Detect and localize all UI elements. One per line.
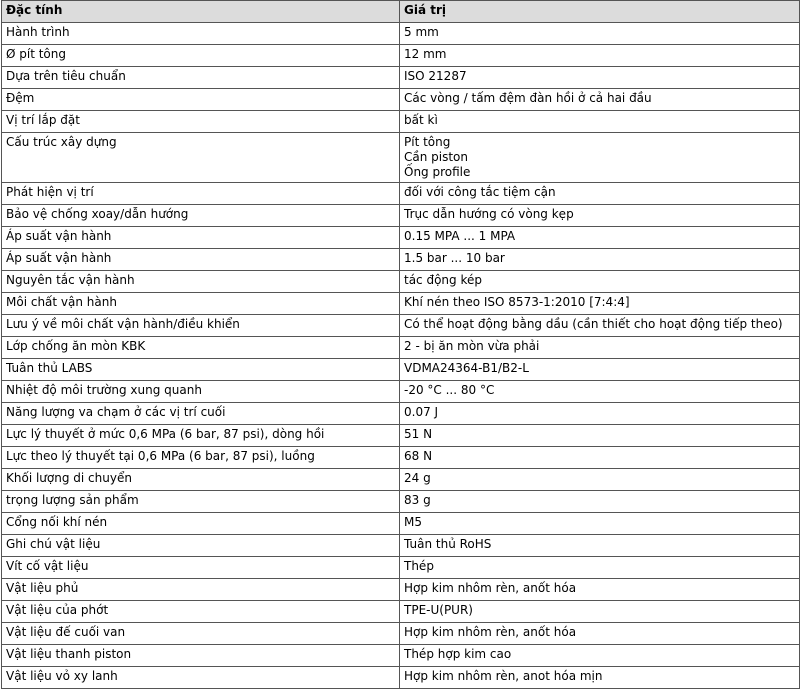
property-cell: Dựa trên tiêu chuẩn [2, 67, 400, 89]
value-cell [400, 381, 800, 403]
table-header-row [2, 1, 800, 23]
table-row [2, 205, 800, 227]
value-line: 0.15 MPA ... 1 MPA [404, 229, 516, 243]
property-cell: Phát hiện vị trí [2, 183, 400, 205]
value-line: VDMA24364-B1/B2-L [404, 361, 529, 375]
table-row [2, 23, 800, 45]
value-cell [400, 133, 800, 183]
property-cell: Nhiệt độ môi trường xung quanh [2, 381, 400, 403]
value-line: ISO 21287 [404, 69, 467, 83]
value-line: M5 [404, 515, 422, 529]
table-row [2, 293, 800, 315]
table-row [2, 447, 800, 469]
value-cell [400, 183, 800, 205]
value-line: Ống profile [404, 165, 471, 179]
table-row [2, 403, 800, 425]
value-cell [400, 557, 800, 579]
property-cell: Vật liệu thanh piston [2, 645, 400, 667]
table-row [2, 271, 800, 293]
property-cell: Đệm [2, 89, 400, 111]
value-line: Hợp kim nhôm rèn, anot hóa mịn [404, 669, 603, 683]
property-cell: Ø pít tông [2, 45, 400, 67]
spec-sheet [1, 0, 799, 689]
value-line: TPE-U(PUR) [404, 603, 473, 617]
value-cell [400, 667, 800, 689]
table-row [2, 133, 800, 183]
value-line: đối với công tắc tiệm cận [404, 185, 556, 199]
table-row [2, 89, 800, 111]
value-cell [400, 623, 800, 645]
value-line: Thép hợp kim cao [404, 647, 512, 661]
table-row [2, 227, 800, 249]
value-line: 83 g [404, 493, 431, 507]
table-row [2, 249, 800, 271]
table-row [2, 469, 800, 491]
table-row [2, 601, 800, 623]
value-cell [400, 293, 800, 315]
table-body [2, 23, 800, 689]
property-cell: Vật liệu vỏ xy lanh [2, 667, 400, 689]
value-line: Pít tông [404, 135, 451, 149]
header-property: Đặc tính [2, 1, 400, 23]
value-line: tác động kép [404, 273, 482, 287]
value-cell [400, 601, 800, 623]
value-cell [400, 205, 800, 227]
property-cell: Năng lượng va chạm ở các vị trí cuối [2, 403, 400, 425]
property-cell: Tuân thủ LABS [2, 359, 400, 381]
value-cell [400, 447, 800, 469]
value-line: 2 - bị ăn mòn vừa phải [404, 339, 540, 353]
property-cell: Áp suất vận hành [2, 249, 400, 271]
value-cell [400, 271, 800, 293]
value-cell [400, 403, 800, 425]
value-cell [400, 513, 800, 535]
value-cell [400, 315, 800, 337]
value-line: 1.5 bar ... 10 bar [404, 251, 505, 265]
value-line: -20 °C ... 80 °C [404, 383, 495, 397]
value-line: Tuân thủ RoHS [404, 537, 492, 551]
value-cell [400, 425, 800, 447]
value-line: 5 mm [404, 25, 439, 39]
property-cell: Ghi chú vật liệu [2, 535, 400, 557]
value-line: Trục dẫn hướng có vòng kẹp [404, 207, 574, 221]
property-cell: Vật liệu của phớt [2, 601, 400, 623]
property-cell: Lực theo lý thuyết tại 0,6 MPa (6 bar, 87 psi), luồng [2, 447, 400, 469]
value-cell [400, 23, 800, 45]
table-row [2, 513, 800, 535]
table-row [2, 183, 800, 205]
table-row [2, 381, 800, 403]
property-cell: Vị trí lắp đặt [2, 111, 400, 133]
value-line: Có thể hoạt động bằng dầu (cần thiết cho hoạt động tiếp theo) [404, 317, 783, 331]
property-cell: Vật liệu đế cuối van [2, 623, 400, 645]
property-cell: Lưu ý về môi chất vận hành/điều khiển [2, 315, 400, 337]
property-cell: Hành trình [2, 23, 400, 45]
value-cell [400, 535, 800, 557]
value-cell [400, 359, 800, 381]
value-line: 51 N [404, 427, 433, 441]
property-cell: Áp suất vận hành [2, 227, 400, 249]
value-cell [400, 89, 800, 111]
table-row [2, 535, 800, 557]
value-line: bất kì [404, 113, 438, 127]
value-cell [400, 579, 800, 601]
property-cell: Vật liệu phủ [2, 579, 400, 601]
property-cell: Bảo vệ chống xoay/dẫn hướng [2, 205, 400, 227]
table-row [2, 425, 800, 447]
property-cell: Nguyên tắc vận hành [2, 271, 400, 293]
value-line: Khí nén theo ISO 8573-1:2010 [7:4:4] [404, 295, 630, 309]
spec-table [1, 0, 800, 689]
table-row [2, 491, 800, 513]
value-cell [400, 227, 800, 249]
value-cell [400, 45, 800, 67]
value-line: 0.07 J [404, 405, 439, 419]
value-line: 12 mm [404, 47, 447, 61]
property-cell: Lực lý thuyết ở mức 0,6 MPa (6 bar, 87 psi), dòng hồi [2, 425, 400, 447]
property-cell: Cổng nối khí nén [2, 513, 400, 535]
value-line: Cần piston [404, 150, 469, 164]
table-row [2, 45, 800, 67]
value-cell [400, 67, 800, 89]
property-cell: Môi chất vận hành [2, 293, 400, 315]
value-cell [400, 337, 800, 359]
table-row [2, 315, 800, 337]
value-cell [400, 469, 800, 491]
table-row [2, 579, 800, 601]
table-row [2, 645, 800, 667]
property-cell: Vít cố vật liệu [2, 557, 400, 579]
property-cell: Lớp chống ăn mòn KBK [2, 337, 400, 359]
property-cell: Khối lượng di chuyển [2, 469, 400, 491]
value-line: 68 N [404, 449, 433, 463]
value-cell [400, 645, 800, 667]
table-row [2, 557, 800, 579]
table-row [2, 337, 800, 359]
table-row [2, 359, 800, 381]
table-row [2, 67, 800, 89]
value-cell [400, 249, 800, 271]
table-row [2, 623, 800, 645]
value-line: Thép [404, 559, 434, 573]
value-line: 24 g [404, 471, 431, 485]
value-line: Hợp kim nhôm rèn, anốt hóa [404, 625, 577, 639]
table-row [2, 667, 800, 689]
property-cell: Cấu trúc xây dựng [2, 133, 400, 183]
table-row [2, 111, 800, 133]
value-line: Hợp kim nhôm rèn, anốt hóa [404, 581, 577, 595]
property-cell: trọng lượng sản phẩm [2, 491, 400, 513]
value-cell [400, 111, 800, 133]
value-cell [400, 491, 800, 513]
value-line: Các vòng / tấm đệm đàn hồi ở cả hai đầu [404, 91, 652, 105]
header-value: Giá trị [400, 1, 800, 23]
